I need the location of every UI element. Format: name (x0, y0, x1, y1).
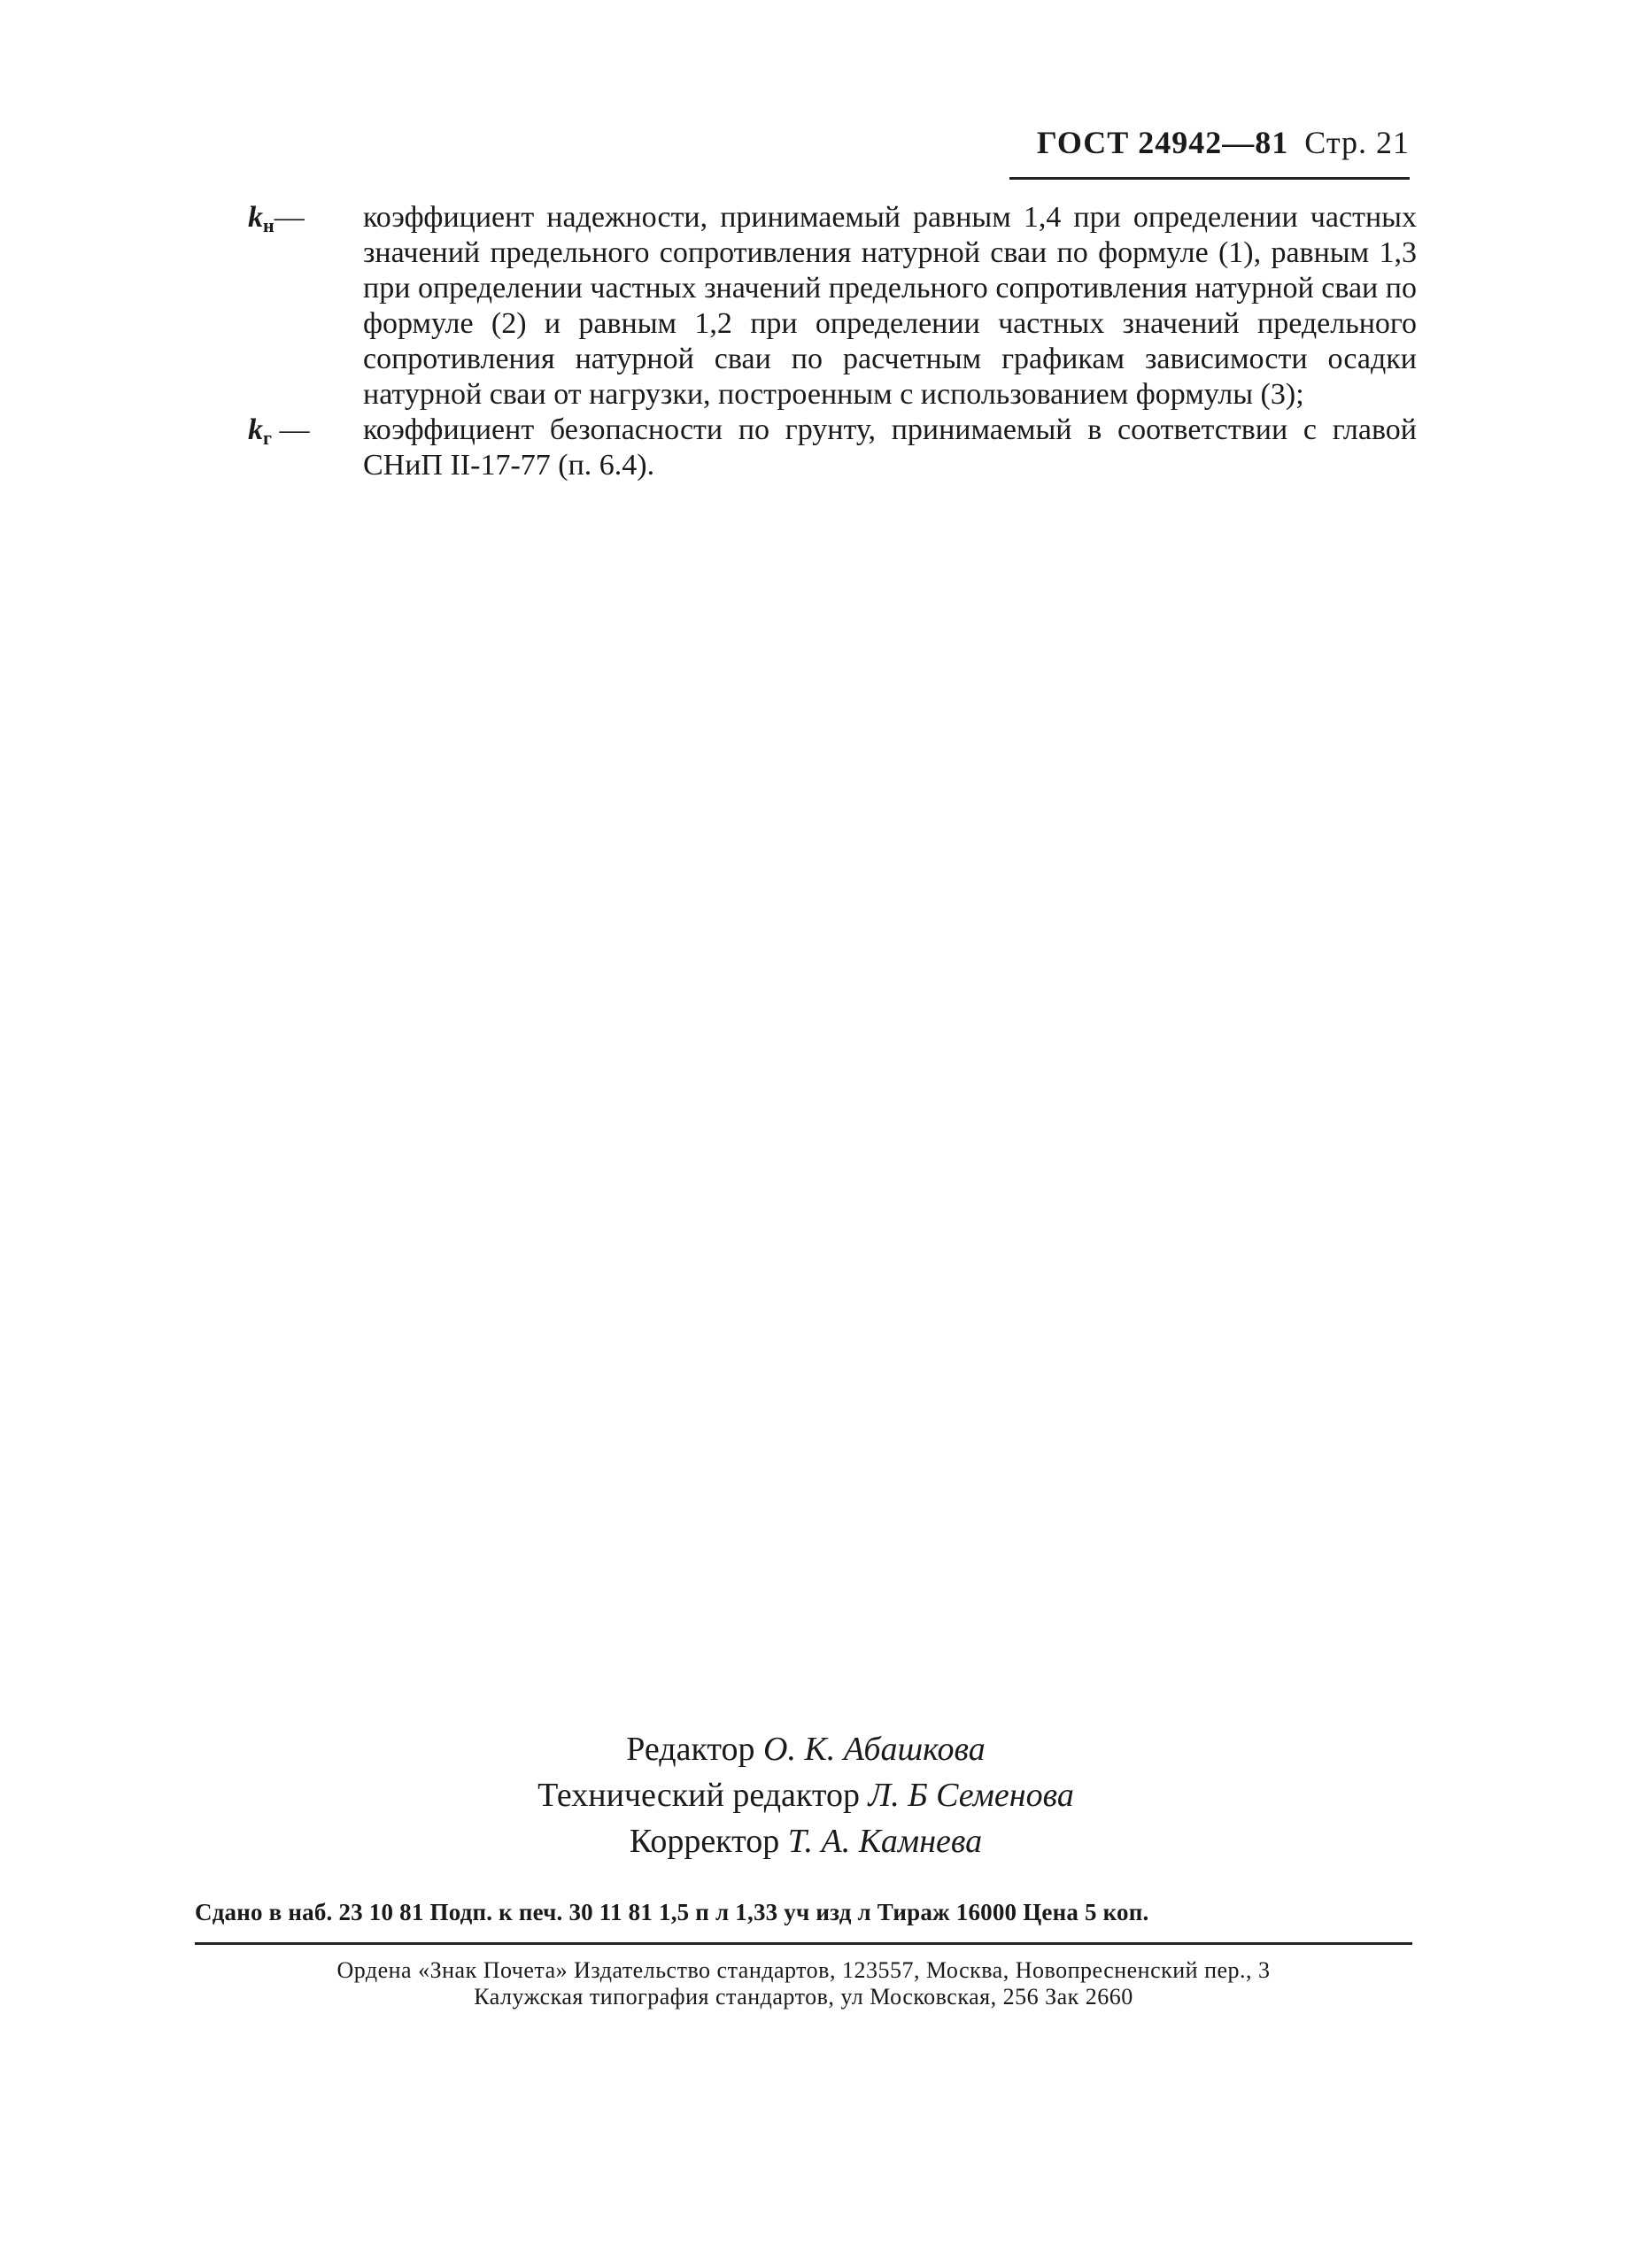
proofreader-label: Корректор (629, 1823, 780, 1860)
imprint-line: Сдано в наб. 23 10 81 Подп. к печ. 30 11 81 1,5 п л 1,33 уч изд л Тираж 16000 Цена 5 коп. (195, 1899, 1412, 1945)
term-symbol: k (248, 201, 263, 234)
term-dash: — (279, 413, 310, 446)
proofreader-name: Т. А. Камнева (787, 1823, 983, 1860)
definition-term (248, 200, 361, 243)
definition-item-kn (248, 200, 1417, 413)
document-code: ГОСТ 24942—81 (1036, 125, 1289, 160)
page-header (1009, 124, 1410, 180)
definition-text: коэффициент безопасности по грунту, принимаемый в соответствии с главой СНиП II-17-77 (п. 6.4). (363, 413, 1417, 482)
page-label: Стр. (1304, 125, 1367, 160)
definition-list (248, 200, 1417, 483)
editor-name: О. К. Абашкова (763, 1731, 986, 1768)
publisher-footer (190, 1957, 1417, 2010)
tech-editor-line (443, 1772, 1169, 1818)
publisher-line: Ордена «Знак Почета» Издательство стандартов, 123557, Москва, Новопресненский пер., 3 (336, 1957, 1271, 1983)
credits-block (443, 1726, 1169, 1864)
printer-line: Калужская типография стандартов, ул Московская, 256 Зак 2660 (474, 1984, 1133, 2010)
proofreader-line (443, 1818, 1169, 1864)
editor-label: Редактор (626, 1731, 755, 1768)
definition-text: коэффициент надежности, принимаемый равным 1,4 при определении частных значений предельного сопротивления натурной сваи по формуле (1), равным 1,3 при определении частных значений предельного сопротивления натурной сваи по формуле (2) и равным 1,2 при определении частных значений предельного сопротивления натурной сваи по расчетным графикам зависимости осадки натурной сваи от нагрузки, построенным с использованием формулы (3); (363, 201, 1417, 411)
tech-editor-name: Л. Б Семенова (868, 1777, 1074, 1814)
editor-line (443, 1726, 1169, 1772)
term-subscript: г (263, 427, 272, 449)
term-dash: — (274, 201, 305, 234)
definition-term (248, 413, 361, 456)
definition-item-kg (248, 413, 1417, 483)
tech-editor-label: Технический редактор (537, 1777, 860, 1814)
term-subscript: н (263, 214, 274, 236)
page-number: 21 (1376, 125, 1410, 160)
term-symbol: k (248, 413, 263, 446)
